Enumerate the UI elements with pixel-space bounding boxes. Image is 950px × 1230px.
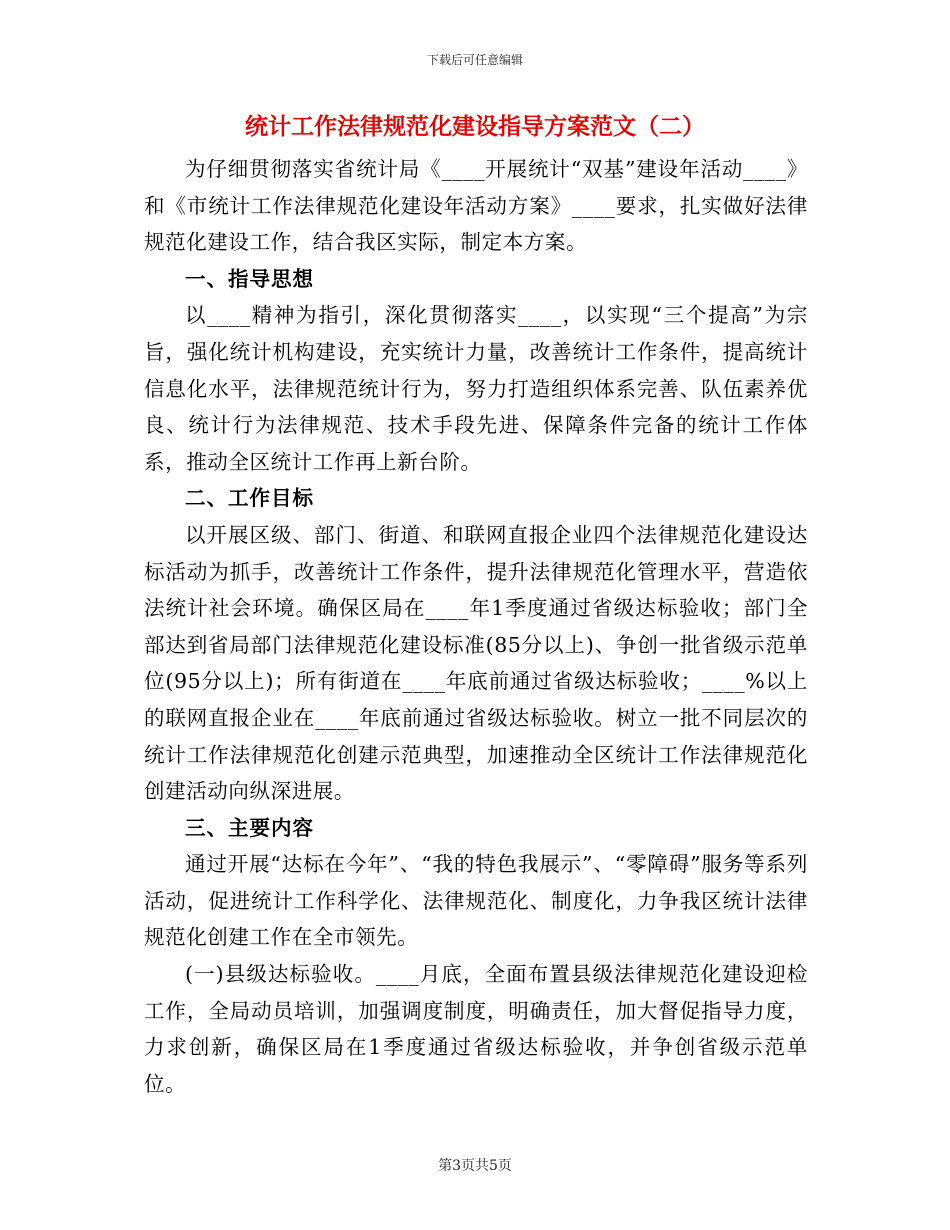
section-heading-main-content: 三、主要内容: [185, 815, 314, 840]
document-body: [144, 151, 808, 1102]
section-heading-work-goals: 二、工作目标: [185, 486, 314, 511]
intro-paragraph: 为仔细贯彻落实省统计局《____开展统计“双基”建设年活动____》和《市统计工作法律规范化建设年活动方案》____要求，扎实做好法律规范化建设工作，结合我区实际，制定本方案。: [144, 157, 808, 255]
main-content-paragraph: 通过开展“达标在今年”、“我的特色我展示”、“零障碍”服务等系列活动，促进统计工作科学化、法律规范化、制度化，力争我区统计法律规范化创建工作在全市领先。: [144, 852, 808, 950]
county-acceptance-paragraph: (一)县级达标验收。____月底，全面布置县级法律规范化建设迎检工作，全局动员培训，加强调度制度，明确责任，加大督促指导力度，力求创新，确保区局在1季度通过省级达标验收，并争创省级示范单位。: [144, 962, 808, 1096]
page-number-footer: 第3页共5页: [438, 1158, 512, 1174]
section-heading-guiding-ideology: 一、指导思想: [185, 266, 314, 291]
page-header-note: 下载后可任意编辑: [426, 53, 523, 67]
document-title: 统计工作法律规范化建设指导方案范文（二）: [245, 113, 705, 140]
work-goals-paragraph: 以开展区级、部门、街道、和联网直报企业四个法律规范化建设达标活动为抓手，改善统计工作条件，提升法律规范化管理水平，营造依法统计社会环境。确保区局在____年1季度通过省级达标验收；部门全部达到省局部门法律规范化建设标准(85分以上)、争创一批省级示范单位(95分以上)；所有街道在____年底前通过省级达标验收；____%以上的联网直报企业在____年底前通过省级达标验收。树立一批不同层次的统计工作法律规范化创建示范典型，加速推动全区统计工作法律规范化创建活动向纵深进展。: [144, 522, 808, 804]
guiding-ideology-paragraph: 以____精神为指引，深化贯彻落实____，以实现“三个提高”为宗旨，强化统计机构建设，充实统计力量，改善统计工作条件，提高统计信息化水平，法律规范统计行为，努力打造组织体系完善、队伍素养优良、统计行为法律规范、技术手段先进、保障条件完备的统计工作体系，推动全区统计工作再上新台阶。: [144, 303, 808, 474]
